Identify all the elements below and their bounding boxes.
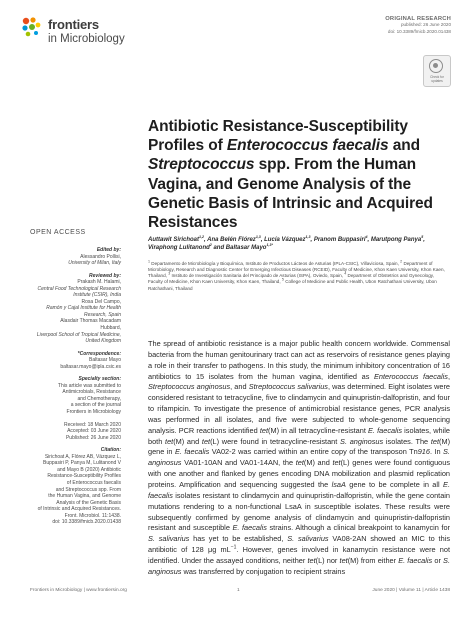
check-updates-label: Check for updates [430,75,444,83]
article-type: ORIGINAL RESEARCH [385,16,451,22]
correspondence-section: *Correspondence: Baltasar Mayo baltasar.mayo@ipla.csic.es [30,351,121,371]
edited-by-section: Edited by: Alessandro Pollisi, University of Milan, Italy [68,247,121,267]
author-list: Auttawit Sirichoat$^{1,2}$, Ana Belén Flórez$^{1,3}$, Lucía Vázquez$^{1,3}$, Pranom Buppasiri$^4$, Marutpong Panya$^5$, Viraphong Lulitanond$^2$ and Baltasar Mayo$^{1,3*}$ [148,235,425,252]
affiliations: $^1$ Departamento de Microbiología y Bioquímica, Instituto de Productos Lácteos de Asturias (IPLA-CSIC), Villaviciosa, Spain, $^2$ Department of Microbiology, Research and Diagnostic Center for Emerging Infectious Diseases (RCEID), Faculty of Medicine, Khon Kaen University, Khon Kaen, Thailand, $^3$ Instituto de Investigación Sanitaria del Principado de Asturias (ISPA), Oviedo, Spain, $^4$ Department of Obstetrics and Gynecology, Faculty of Medicine, Khon Kaen University, Khon Kaen, Thailand, $^5$ College of Medicine and Public Health, Ubon Ratchathani University, Ubon Ratchathani, Thailand [148,259,445,291]
footer-journal-link[interactable]: Frontiers in Microbiology | www.frontiersin.org [30,588,127,593]
citation-section: Citation: Sirichoat A, Flórez AB, Vázquez L, Buppasiri P, Panya M, Lulitanond V and Mayo B (2020) Antibiotic Resistance-Susceptibility Profiles of Enterococcus faecalis and Streptococcus spp. From the Human Vagina, and Genome Analysis of the Genetic Basis of Intrinsic and Acquired Resistances. Front. Microbiol. 11:1438. doi: 10.3389/fmicb.2020.01438 [30,447,121,526]
received-date: Received: 18 March 2020 [64,421,121,428]
abstract-text: The spread of antibiotic resistance is a major public health concern worldwide. Commensal bacteria from the human genitourinary tract can act as reservoirs of resistance genes playing a role in their transfer to pathogens. In this study, the minimum inhibitory concentration of 16 antibiotics to 15 isolates from the human vagina, identified as Enterococcus faecalis, Streptococcus anginosus, and Streptococcus salivarius, was determined. Eight isolates were considered resistant to tetracycline, five to clindamycin and quinupristin-dalfopristin, and four to rifampicin. To investigate the presence of antimicrobial resistance genes, PCR analysis was performed in all isolates, and five were subjected to whole-genome sequencing analysis. PCR reactions identified tet(M) in all tetracycline-resistant E. faecalis isolates, while both tet(M) and tet(L) were found in tetracycline-resistant S. anginosus isolates. The tet(M) gene in E. faecalis VA02-2 was carried within an entire copy of the transposon Tn916. In S. anginosus VA01-10AN and VA01-14AN, the tet(M) and tet(L) genes were found contiguous with one another and flanked by genes encoding DNA mobilization and plasmid replication proteins. Amplification and sequencing suggested the lsaA gene to be complete in all E. faecalis isolates resistant to clindamycin and quinupristin-dalfopristin, while the gene contain mutations rendering to a non-functional LsaA in susceptible isolates. These results were subsequently confirmed by genome analysis of clindamycin and quinupristin-dalfopristin resistant and susceptible E. faecalis strains. Although a clinical breakpoint to kanamycin for S. salivarius has yet to be established, S. salivarius VA08-2AN showed an MIC to this antibiotic of 128 μg $mL^{-1}$. However, genes involved in kanamycin resistance were not identified. Under the assayed conditions, neither tet(L) nor tet(M) from either E. faecalis or S. anginosus was transferred by conjugation to recipient strains [148,339,451,576]
logo-text-journal: in Microbiology [48,33,125,45]
specialty-section: Specialty section: This article was submitted to Antimicrobials, Resistance and Chemotherapy, a section of the journal Frontiers in Microbiology [57,376,121,416]
article-meta [301,16,451,35]
journal-logo[interactable] [20,16,150,50]
dates-section [30,422,121,442]
article-title: Antibiotic Resistance-Susceptibility Profiles of Enterococcus faecalis and Streptococcus spp. From the Human Vagina, and Genome Analysis of the Genetic Basis of Intrinsic and Acquired Resistances [148,118,433,232]
published-date: published: 26 June 2020 [400,22,451,28]
doi-link[interactable]: doi: 10.3389/fmicb.2020.01438 [387,28,451,34]
citation-doi-link[interactable]: doi: 10.3389/fmicb.2020.01438 [52,519,121,526]
reviewed-by-section: Reviewed by: Prakash M. Halami, Central Food Technological Research Institute (CSIR), India Rosa Del Campo, Ramón y Cajal Institute for Health Research, Spain Alasdair Thomas Macadam Hubbard, Liverpool School of Tropical Medicine, United Kingdom [36,272,121,345]
footer-issue: June 2020 | Volume 11 | Article 1438 [372,588,450,593]
accepted-date: Accepted: 03 June 2020 [67,428,121,435]
check-for-updates-badge[interactable] [423,55,451,87]
article-sidebar [30,247,121,532]
frontiers-logo-icon [20,16,42,38]
published-date-sidebar: Published: 26 June 2020 [65,434,121,441]
check-updates-icon [429,59,443,73]
open-access-label: OPEN ACCESS [30,229,86,236]
page-number: 1 [237,588,240,593]
logo-text-frontiers: frontiers [48,17,99,32]
correspondence-email-link[interactable]: baltasar.mayo@ipla.csic.es [60,363,121,370]
